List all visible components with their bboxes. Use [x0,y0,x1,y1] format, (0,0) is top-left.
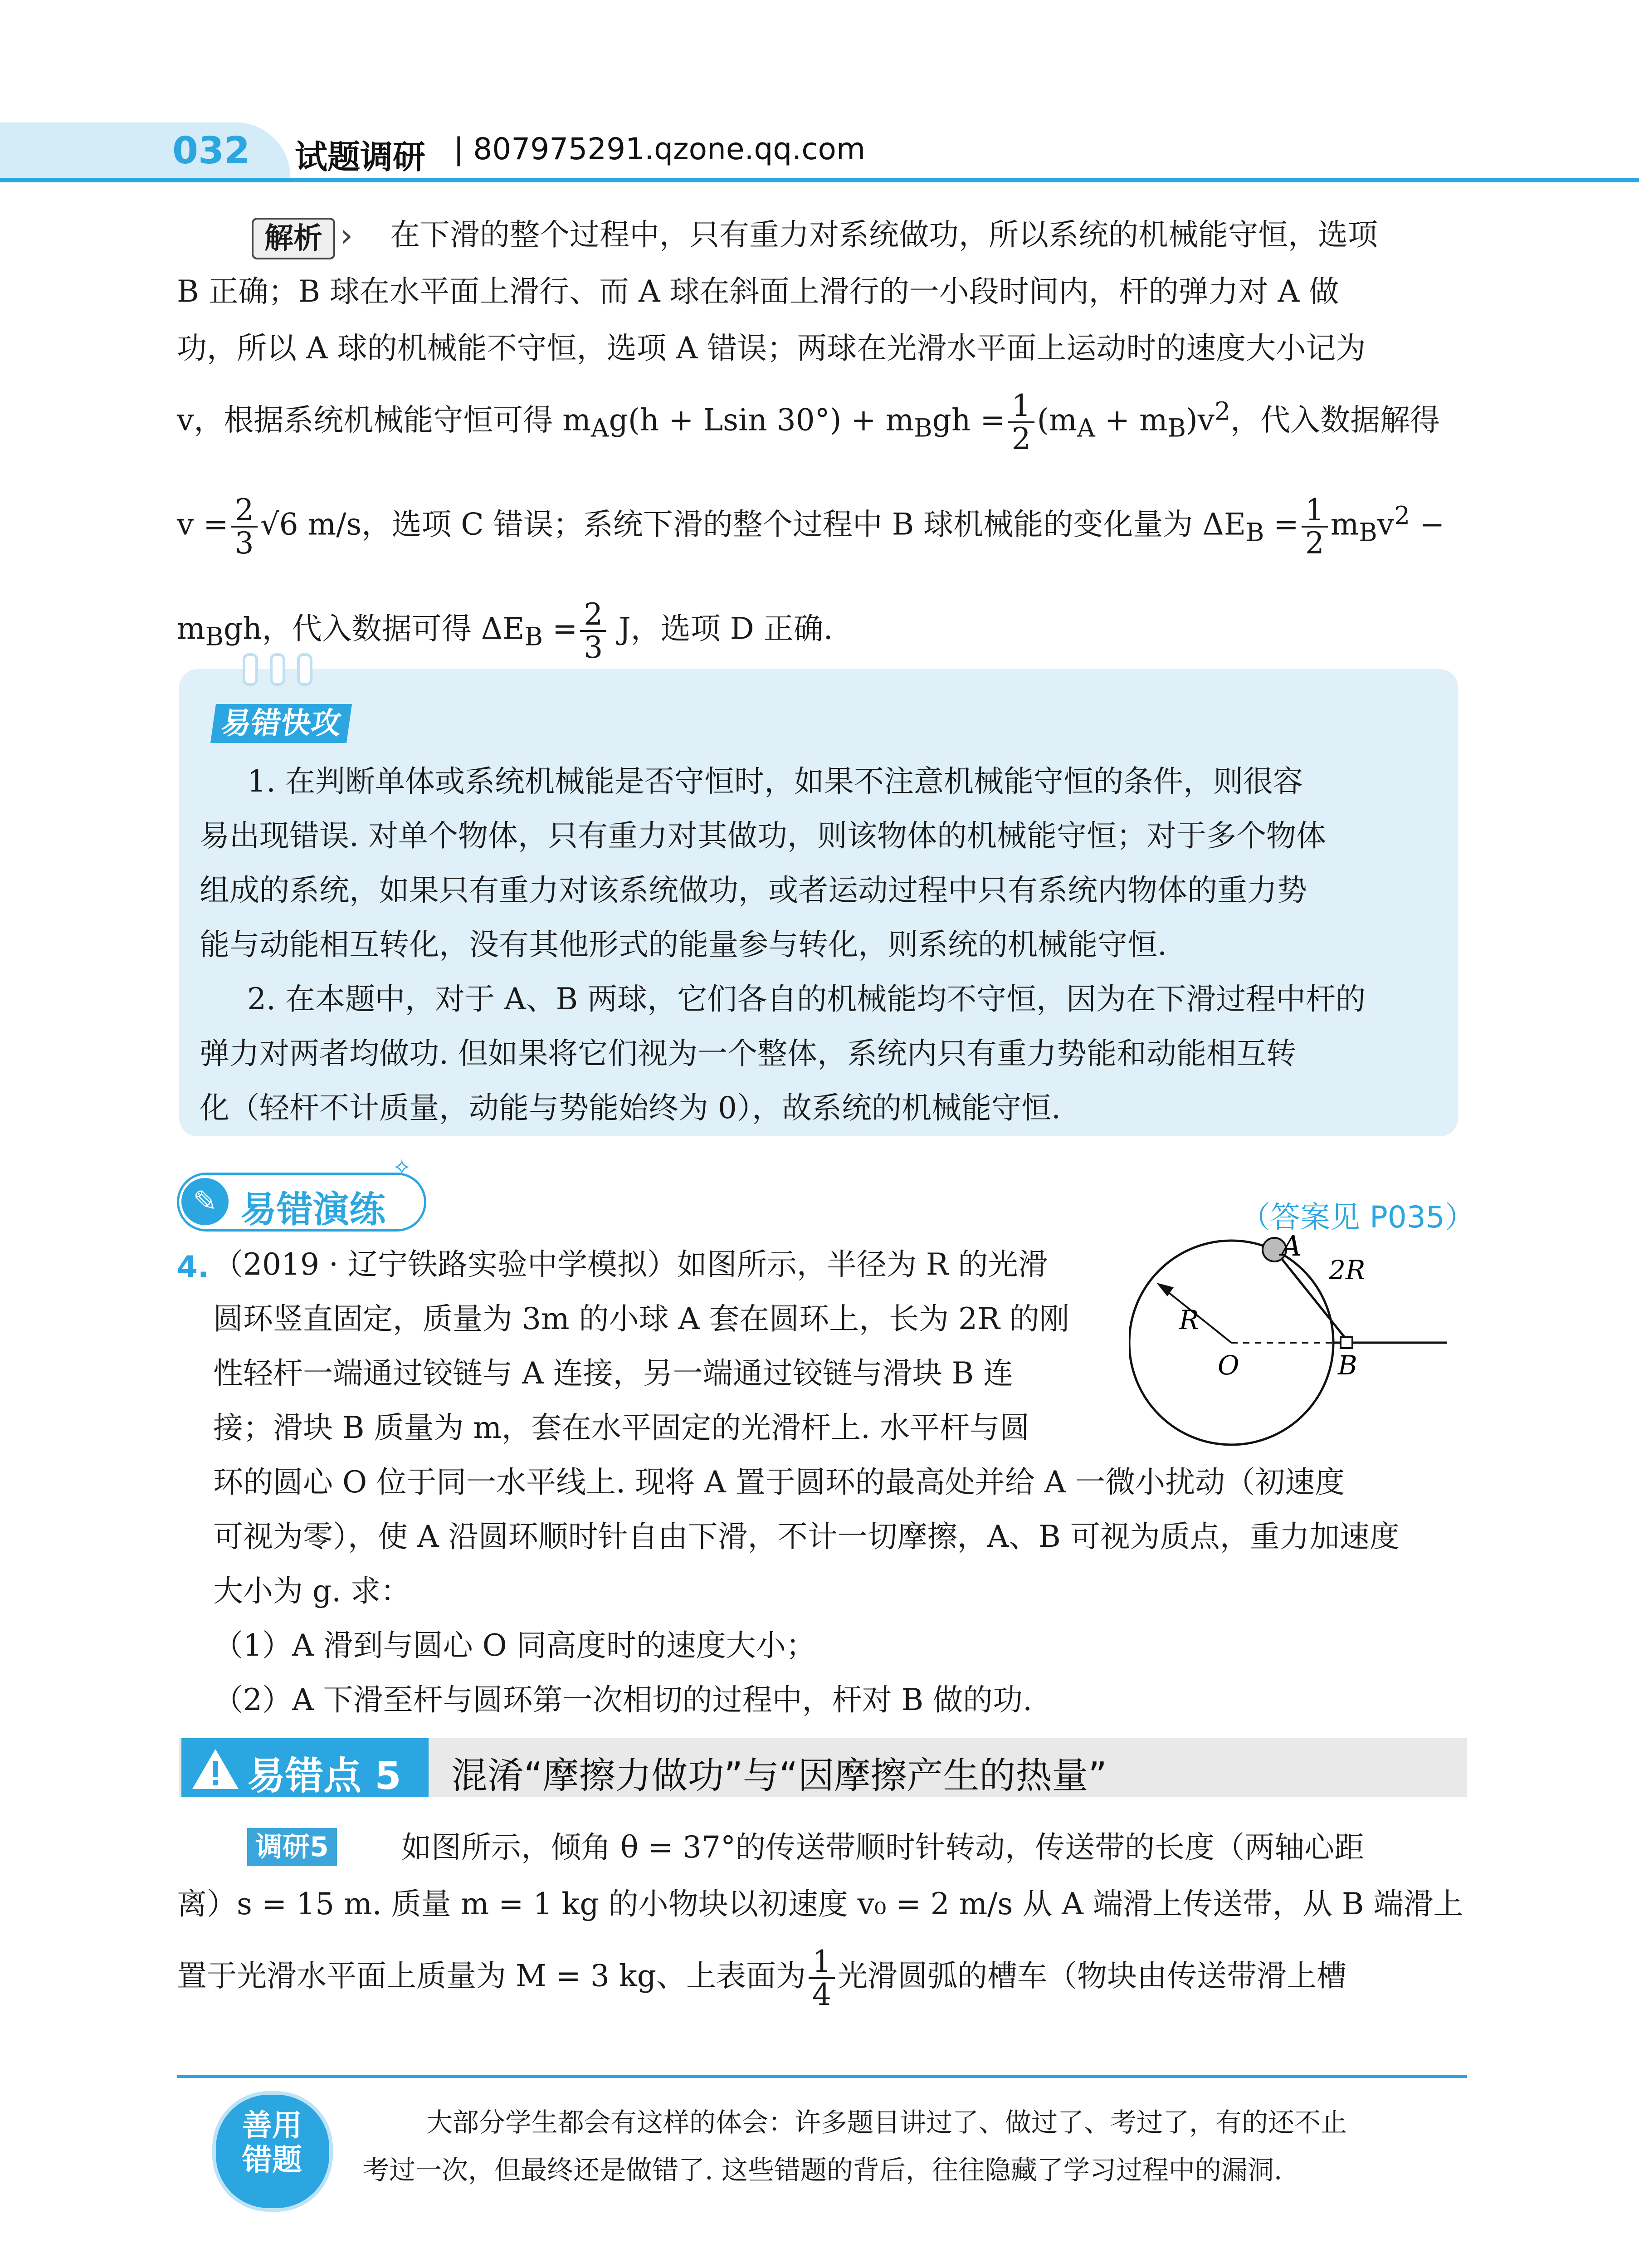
pin-icon [297,653,312,686]
analysis-line-2: B 正确；B 球在水平面上滑行、而 A 球在斜面上滑行的一小段时间内，杆的弹力对 A 做 [177,274,1339,309]
footer-badge-text: 善用 错题 [242,2108,302,2177]
tips-p1-line2: 易出现错误. 对单个物体，只有重力对其做功，则该物体的机械能守恒；对于多个物体 [200,818,1326,853]
question-line-7: 大小为 g. 求： [213,1574,411,1608]
header-separator: | [454,132,464,166]
analysis-line-4: v，根据系统机械能守恒可得 $m_Ag(h + Lsin$ $30^\circ) + m_Bgh$ = $\frac{1}{2}$ $(m_A + m_B)v^2$，代入数据解得 [177,388,1440,457]
slider-B [1341,1337,1352,1348]
footer-rule [177,2075,1467,2078]
tips-p1-line4: 能与动能相互转化，没有其他形式的能量参与转化，则系统的机械能守恒. [200,927,1167,962]
sub-question-1: （1）A 滑到与圆心 O 同高度时的速度大小； [213,1628,816,1663]
footer-line-2: 考过一次，但最终还是做错了. 这些错题的背后，往往隐藏了学习过程中的漏洞. [363,2155,1283,2185]
question-line-3: 性轻杆一端通过铰链与 A 连接，另一端通过铰链与滑块 B 连 [213,1356,1014,1391]
research-tag: 调研5 [247,1828,337,1866]
label-B: B [1338,1350,1357,1381]
analysis-tag: 解析 [252,218,335,259]
fraction: $\frac{2}{3}$ [231,494,258,559]
tips-p1-line3: 组成的系统，如果只有重力对该系统做功，或者运动过程中只有系统内物体的重力势 [200,873,1307,908]
label-O: O [1218,1350,1239,1381]
answer-reference: （答案见 P035） [1240,1200,1475,1235]
chevron-right-icon: › [340,217,353,254]
question-line-1: （2019 · 辽宁铁路实验中学模拟）如图所示，半径为 R 的光滑 [213,1247,1048,1282]
fraction: $\frac{1}{2}$ [1008,390,1034,455]
label-R: R [1179,1305,1199,1335]
pin-icon [270,653,285,686]
question-line-4: 接；滑块 B 质量为 m，套在水平固定的光滑杆上. 水平杆与圆 [213,1410,1029,1445]
header-url [454,132,865,166]
research-line-1: 如图所示，倾角 θ = 37°的传送带顺时针转动，传送带的长度（两轴心距 [401,1830,1364,1865]
research-line-2: 离）s = 15 m. 质量 m = 1 kg 的小物块以初速度 v₀ = 2 m/s 从 A 端滑上传送带，从 B 端滑上 [177,1887,1463,1921]
tips-p2-line1: 2. 在本题中，对于 A、B 两球，它们各自的机械能均不守恒，因为在下滑过程中杆的 [247,982,1366,1017]
fraction: $\frac{2}{3}$ [580,599,606,664]
error-point-title: 混淆“摩擦力做功”与“因摩擦产生的热量” [451,1755,1107,1797]
analysis-line-1: 在下滑的整个过程中，只有重力对系统做功，所以系统的机械能守恒，选项 [390,217,1378,252]
tips-p1-line1: 1. 在判断单体或系统机械能是否守恒时，如果不注意机械能守恒的条件，则很容 [247,764,1303,799]
page-number: 032 [172,129,250,172]
error-point-label: 易错点 5 [247,1754,401,1798]
tips-badge: 易错快攻 [210,704,352,743]
analysis-line-6: $m_Bgh$，代入数据可得 $\Delta E_B$ = $\frac{2}{3}$ J，选项 D 正确. [177,597,833,665]
question-line-5: 环的圆心 O 位于同一水平线上. 现将 A 置于圆环的最高处并给 A 一微小扰动（初速度 [213,1465,1345,1500]
header-rule [0,178,1639,182]
sub-question-2: （2）A 下滑至杆与圆环第一次相切的过程中，杆对 B 做的功. [213,1682,1033,1717]
question-line-2: 圆环竖直固定，质量为 3m 的小球 A 套在圆环上，长为 2R 的刚 [213,1301,1069,1336]
analysis-line-5: v = $\frac{2}{3}$ √6 m/s，选项 C 错误；系统下滑的整个过程中 B 球机械能的变化量为 $\Delta E_B$ = $\frac{1}{2}$ $m_Bv^2$ − [177,493,1445,561]
practice-label: 易错演练 [240,1188,385,1231]
warning-icon [190,1747,240,1791]
header-url-text: 807975291.qzone.qq.com [473,132,866,166]
ring-rod-figure [1129,1234,1465,1447]
question-number: 4. [177,1250,209,1285]
pencil-icon: ✎ [181,1178,229,1225]
research-line-3: 置于光滑水平面上质量为 M = 3 kg、上表面为 $\frac{1}{4}$ 光滑圆弧的槽车（物块由传送带滑上槽 [177,1944,1347,2013]
analysis-line-3: 功，所以 A 球的机械能不守恒，选项 A 错误；两球在光滑水平面上运动时的速度大小记为 [177,331,1366,366]
fraction: $\frac{1}{4}$ [809,1946,835,2011]
tips-p2-line2: 弹力对两者均做功. 但如果将它们视为一个整体，系统内只有重力势能和动能相互转 [200,1036,1296,1071]
label-2R: 2R [1329,1255,1366,1286]
footer-line-1: 大部分学生都会有这样的体会：许多题目讲过了、做过了、考过了，有的还不止 [426,2107,1347,2138]
label-A: A [1281,1234,1302,1262]
sparkle-icon: ✧ [392,1154,411,1181]
pin-icon [243,653,258,686]
tips-p2-line3: 化（轻杆不计质量，动能与势能始终为 0），故系统的机械能守恒. [200,1090,1061,1125]
fraction: $\frac{1}{2}$ [1302,494,1328,559]
header-title: 试题调研 [295,138,426,176]
question-line-6: 可视为零），使 A 沿圆环顺时针自由下滑，不计一切摩擦，A、B 可视为质点，重力加速度 [213,1519,1400,1554]
